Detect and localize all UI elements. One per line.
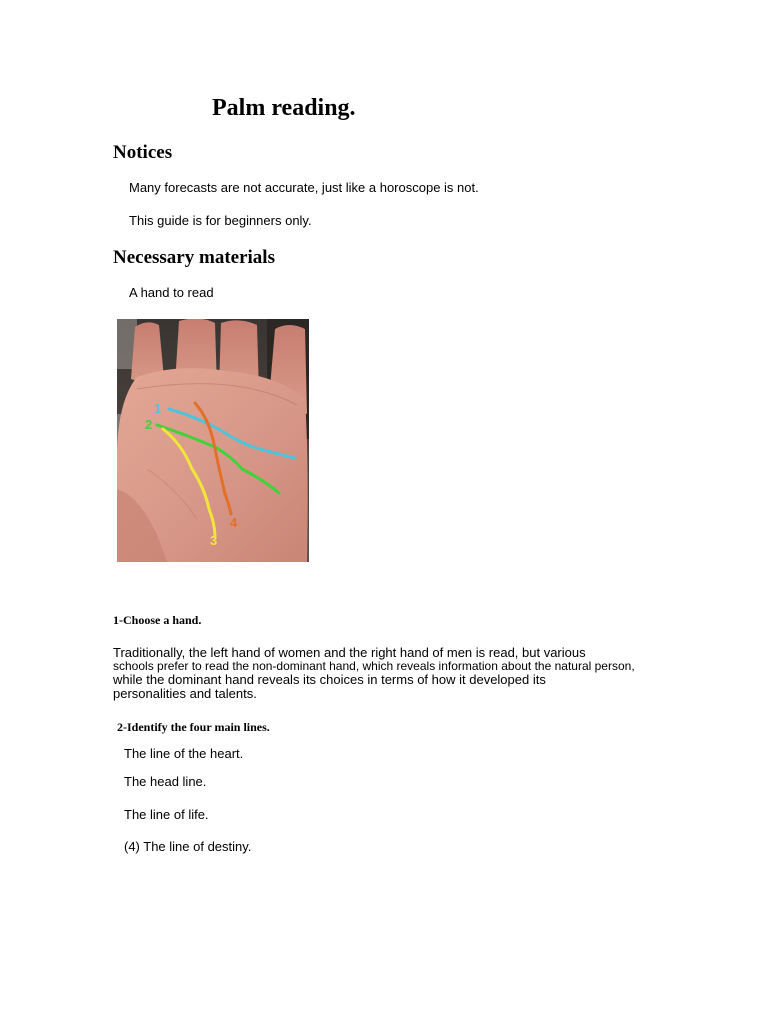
main-line-item: The head line. [124, 774, 207, 789]
step-1-text-line: schools prefer to read the non-dominant hand, which reveals information about the natural person, [113, 659, 635, 673]
step-1-title: 1-Choose a hand. [113, 613, 202, 627]
figure-label-3: 3 [210, 533, 218, 548]
figure-label-1: 1 [154, 401, 162, 416]
notice-item: Many forecasts are not accurate, just like a horoscope is not. [129, 180, 479, 195]
figure-label-2: 2 [145, 417, 153, 432]
step-2-title: 2-Identify the four main lines. [117, 720, 270, 734]
main-line-item: The line of life. [124, 807, 209, 822]
step-1-text-line: Traditionally, the left hand of women and the right hand of men is read, but various [113, 645, 586, 660]
step-1-text-line: while the dominant hand reveals its choices in terms of how it developed its [113, 672, 546, 687]
notice-item: This guide is for beginners only. [129, 213, 312, 228]
document-title: Palm reading. [212, 95, 356, 121]
main-line-item: The line of the heart. [124, 746, 244, 761]
materials-item: A hand to read [129, 285, 214, 300]
step-1-text-line: personalities and talents. [113, 686, 257, 701]
main-line-item: (4) The line of destiny. [124, 839, 252, 854]
palm-photo [117, 319, 309, 562]
notices-heading: Notices [113, 142, 173, 163]
figure-label-4: 4 [230, 515, 238, 530]
materials-heading: Necessary materials [113, 247, 275, 268]
